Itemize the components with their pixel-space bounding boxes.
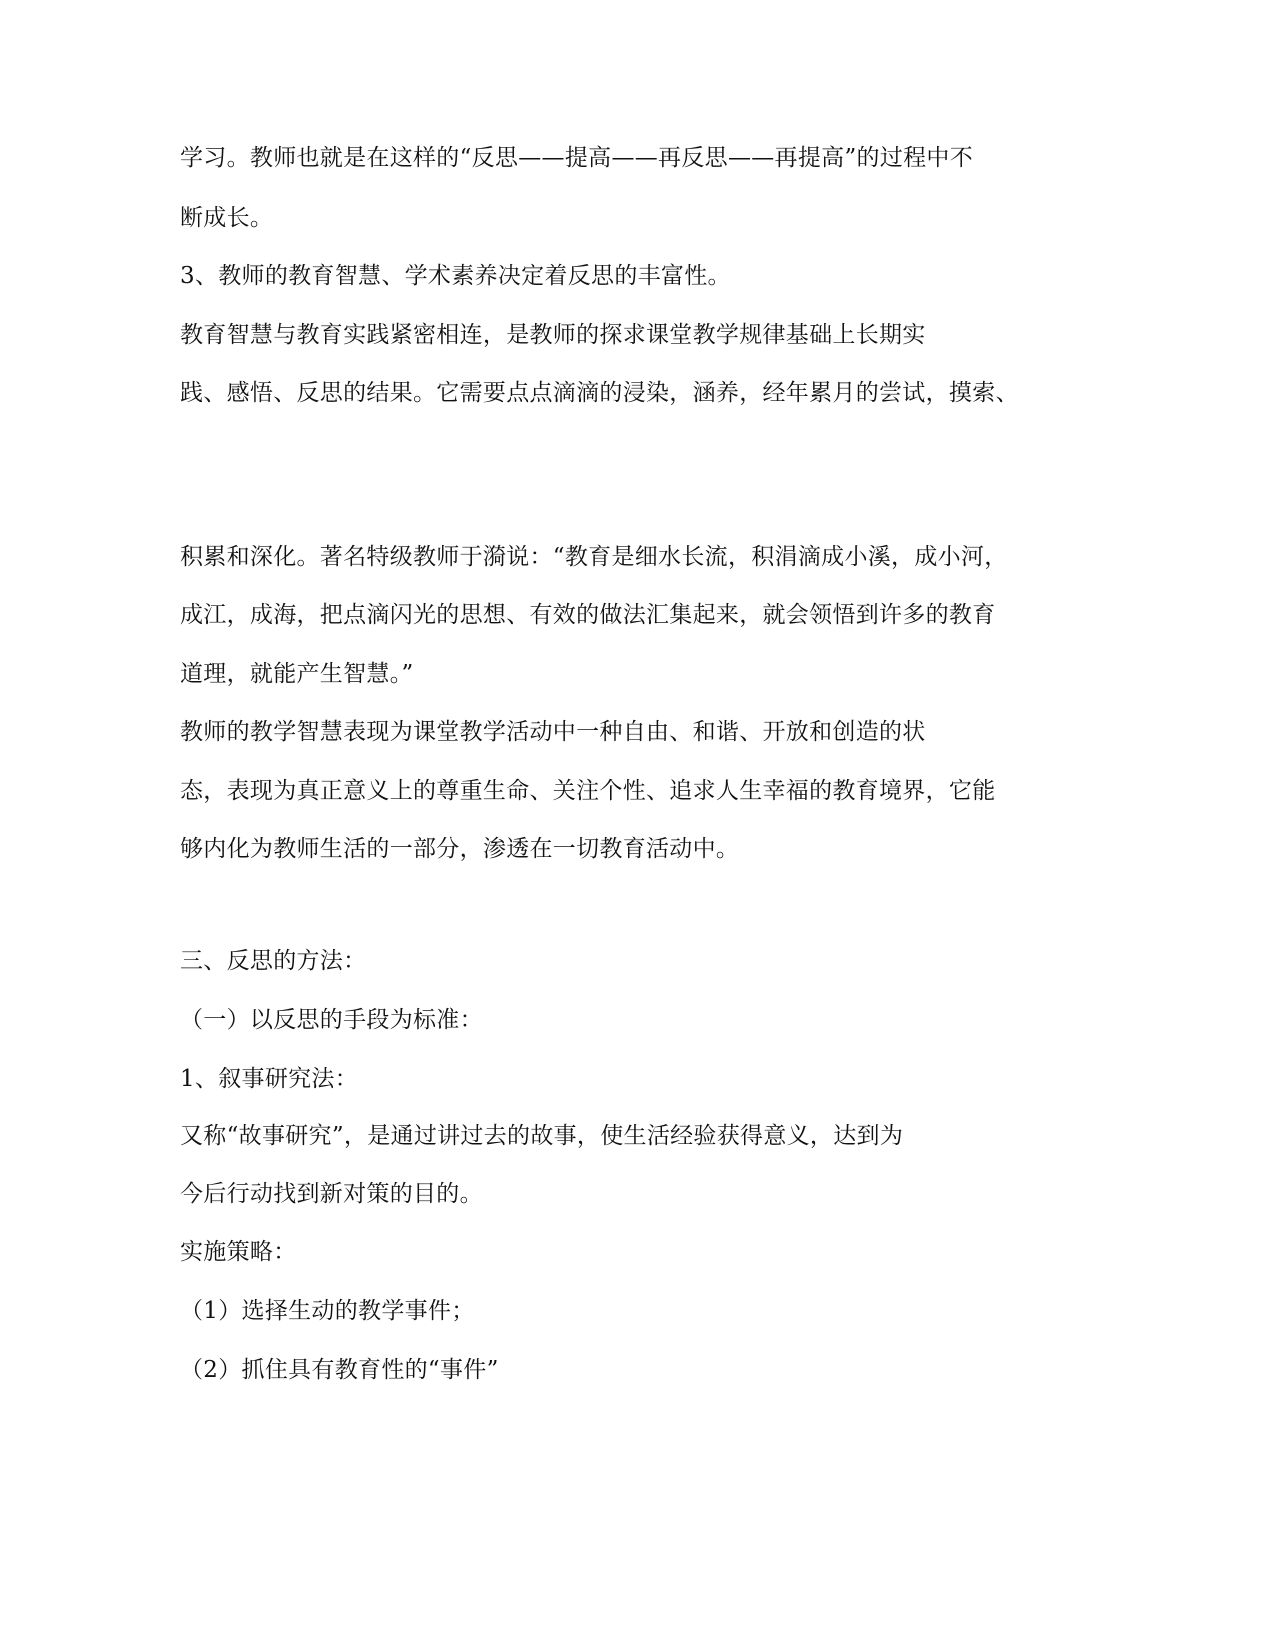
paragraph-line: 断成长。	[180, 205, 274, 231]
list-item: （2）抓住具有教育性的“事件”	[180, 1357, 499, 1383]
subsection-heading: （一）以反思的手段为标准：	[180, 1007, 483, 1033]
paragraph-line: 学习。教师也就是在这样的“反思——提高——再反思——再提高”的过程中不	[180, 145, 974, 171]
paragraph-line: 践、感悟、反思的结果。它需要点点滴滴的浸染，涵养，经年累月的尝试，摸索、	[180, 380, 1019, 406]
paragraph-line: 成江，成海，把点滴闪光的思想、有效的做法汇集起来，就会领悟到许多的教育	[180, 602, 996, 628]
section-heading: 3、教师的教育智慧、学术素养决定着反思的丰富性。	[180, 263, 731, 289]
paragraph-line: 教育智慧与教育实践紧密相连，是教师的探求课堂教学规律基础上长期实	[180, 322, 926, 348]
paragraph-line: 积累和深化。著名特级教师于漪说：“教育是细水长流，积涓滴成小溪，成小河，	[180, 544, 1008, 570]
paragraph-line: 教师的教学智慧表现为课堂教学活动中一种自由、和谐、开放和创造的状	[180, 719, 926, 745]
method-heading: 1、叙事研究法：	[180, 1066, 359, 1092]
paragraph-line: 道理，就能产生智慧。”	[180, 661, 414, 687]
section-heading: 三、反思的方法：	[180, 948, 367, 974]
strategy-heading: 实施策略：	[180, 1239, 297, 1265]
paragraph-line: 又称“故事研究”，是通过讲过去的故事，使生活经验获得意义，达到为	[180, 1123, 904, 1149]
paragraph-line: 态，表现为真正意义上的尊重生命、关注个性、追求人生幸福的教育境界，它能	[180, 778, 996, 804]
paragraph-line: 今后行动找到新对策的目的。	[180, 1181, 483, 1207]
list-item: （1）选择生动的教学事件；	[180, 1298, 475, 1324]
paragraph-line: 够内化为教师生活的一部分，渗透在一切教育活动中。	[180, 836, 740, 862]
